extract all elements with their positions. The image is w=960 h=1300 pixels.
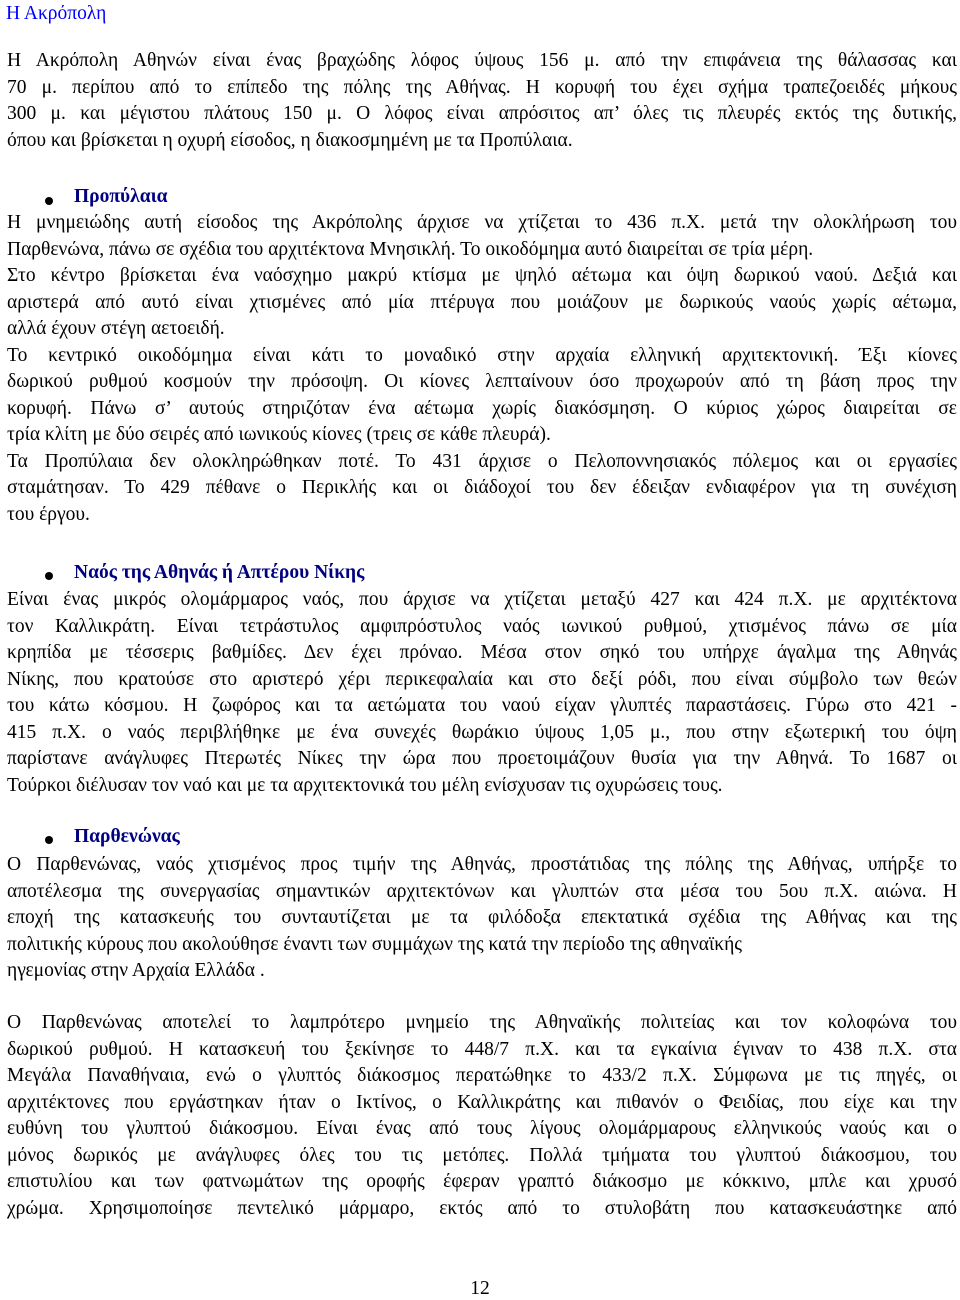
- text-line: ηγεμονίας στην Αρχαία Ελλάδα .: [7, 960, 265, 981]
- text-line: επιστυλίου και των φατνωμάτων της οροφής έφεραν γραπτό διάκοσμο με κόκκινο, μπλε και χρυσό: [7, 1171, 957, 1192]
- text-line: δωρικού ρυθμού. Η κατασκευή του ξεκίνησε το 448/7 π.Χ. και τα εγκαίνια έγιναν το 438 π.Χ. στα: [7, 1038, 957, 1060]
- text-line: μόνος δωρικός με ανάγλυφες όλες του τις μετόπες. Πολλά τμήματα του γλυπτού διάκοσμου, του: [7, 1144, 957, 1166]
- text-line: Η Ακρόπολη Αθηνών είναι ένας βραχώδης λόφος ύψους 156 μ. από την επιφάνεια της θάλασσας και: [7, 50, 957, 71]
- text-line: Νίκης, που κρατούσε στο αριστερό χέρι περικεφαλαία και στο δεξί ρόδι, που είναι σύμβολο των θεών: [7, 668, 957, 690]
- section-heading-parthenon: Παρθενώνας: [74, 826, 180, 847]
- text-line: κορυφή. Πάνω σ’ αυτούς στηριζόταν ένα αέτωμα χωρίς διακόσμηση. Ο κύριος χώρος διαιρείται σε: [7, 397, 957, 419]
- parthenon-paragraph-2: [7, 1010, 957, 1222]
- text-line: παρίστανε ανάγλυφες Πτερωτές Νίκες την ώρα που προετοιμάζουν θυσία για την Αθηνά. Το 1687 οι: [7, 748, 957, 769]
- bullet-icon: [45, 197, 53, 205]
- text-line: Τούρκοι διέλυσαν τον ναό και με τα αρχιτεκτονικά του μέλη ενίσχυσαν τις οχυρώσεις τους.: [7, 774, 723, 796]
- text-line: Η μνημειώδης αυτή είσοδος της Ακρόπολης άρχισε να χτίζεται το 436 π.Χ. μετά την ολοκλήρωση του: [7, 212, 957, 233]
- text-line: 415 π.Χ. ο ναός περιβλήθηκε με ένα συνεχές θωράκιο ύψους 1,05 μ., που στην εξωτερική του όψη: [7, 721, 957, 743]
- text-line: Ο Παρθενώνας, ναός χτισμένος προς τιμήν της Αθηνάς, προστάτιδας της πόλης της Αθήνας, υπήρξε το: [7, 854, 957, 875]
- text-line: αριστερά από αυτό είναι χτισμένες από μία πτέρυγα που μοιάζουν με δωρικούς ναούς χωρίς αέτωμα,: [7, 291, 957, 313]
- text-line: πολιτικής κύρους που ακολούθησε έναντι των συμμάχων της κατά την περίοδο της αθηναϊκής: [7, 933, 742, 955]
- text-line: 70 μ. περίπου από το επίπεδο της πόλης της Αθήνας. Η κορυφή του έχει σχήμα τραπεζοειδές μήκους: [7, 76, 957, 98]
- text-line: Ο Παρθενώνας αποτελεί το λαμπρότερο μνημείο της Αθηναϊκής πολιτείας και τον κολοφώνα του: [7, 1012, 957, 1033]
- text-line: εποχή της κατασκευής του συνταυτίζεται με τα φιλόδοξα επεκτατικά σχέδια της Αθήνας και της: [7, 907, 957, 928]
- text-line: αποτέλεσμα της συνεργασίας σημαντικών αρχιτεκτόνων και γλυπτών στα μέσα του 5ου π.Χ. αιώνα. Η: [7, 880, 957, 902]
- bullet-icon: [45, 836, 53, 844]
- section-heading-propylaia: Προπύλαια: [74, 186, 168, 207]
- propylaia-paragraph: [7, 210, 957, 528]
- page-title: Η Ακρόπολη: [6, 3, 107, 24]
- text-line: κρηπίδα με τέσσερις βαθμίδες. Δεν έχει πρόναο. Μέσα στον σηκό του υπήρχε άγαλμα της Αθηνάς: [7, 642, 957, 663]
- text-line: Το κεντρικό οικοδόμημα είναι κάτι το μοναδικό στην αρχαία ελληνική αρχιτεκτονική. Έξι κίονες: [7, 344, 957, 366]
- text-line: του κάτω κόσμου. Η ζωφόρος και τα αετώματα του ναού είχαν γλυπτές παραστάσεις. Γύρω στο 421 -: [7, 695, 957, 716]
- text-line: Στο κέντρο βρίσκεται ένα ναόσχημο μακρύ κτίσμα με ψηλό αέτωμα και όψη δωρικού ναού. Δεξιά και: [7, 265, 957, 286]
- section-heading-athena-nike: Ναός της Αθηνάς ή Απτέρου Νίκης: [74, 562, 365, 583]
- text-line: αλλά έχουν στέγη αετοειδή.: [7, 318, 225, 339]
- text-line: τον Καλλικράτη. Είναι τετράστυλος αμφιπρόστυλος ναός ιωνικού ρυθμού, χτισμένος πάνω σε μία: [7, 615, 957, 637]
- text-line: όπου και βρίσκεται η οχυρή είσοδος, η διακοσμημένη με τα Προπύλαια.: [7, 129, 573, 151]
- text-line: δωρικού ρυθμού κοσμούν την πρόσοψη. Οι κίονες λεπταίνουν όσο προχωρούν από τη βάση προς την: [7, 371, 957, 392]
- text-line: τρία κλίτη με δύο σειρές από ιωνικούς κίονες (τρεις σε κάθε πλευρά).: [7, 424, 551, 445]
- text-line: χρώμα. Χρησιμοποίησε πεντελικό μάρμαρο, εκτός από το στυλοβάτη που κατασκευάστηκε από: [7, 1197, 957, 1219]
- page-number: 12: [470, 1278, 490, 1299]
- text-line: σταμάτησαν. Το 429 πέθανε ο Περικλής και οι διάδοχοί του δεν έδειξαν ενδιαφέρον για τη συνέχιση: [7, 477, 957, 498]
- text-line: 300 μ. και μέγιστου πλάτους 150 μ. Ο λόφος είναι απρόσιτος απ’ όλες τις πλευρές εκτός της δυτικής,: [7, 103, 957, 124]
- parthenon-paragraph-1: [7, 852, 957, 985]
- text-line: Τα Προπύλαια δεν ολοκληρώθηκαν ποτέ. Το 431 άρχισε ο Πελοποννησιακός πόλεμος και οι εργασίες: [7, 450, 957, 472]
- text-line: ευθύνη του γλυπτού διάκοσμου. Είναι ένας από τους λίγους ολομάρμαρους ελληνικούς ναούς και ο: [7, 1118, 957, 1139]
- text-line: Παρθενώνα, πάνω σε σχέδια του αρχιτέκτονα Μνησικλή. Το οικοδόμημα αυτό διαιρείται σε τρία μέρη.: [7, 238, 814, 260]
- bullet-icon: [45, 572, 53, 580]
- text-line: του έργου.: [7, 503, 90, 525]
- text-line: Μεγάλα Παναθήναια, ενώ ο γλυπτός διάκοσμος περατώθηκε το 433/2 π.Χ. Σύμφωνα με τις πηγές, οι: [7, 1065, 957, 1086]
- text-line: Είναι ένας μικρός ολομάρμαρος ναός, που άρχισε να χτίζεται μεταξύ 427 και 424 π.Χ. με αρχιτέκτονα: [7, 589, 957, 610]
- athena-nike-paragraph: [7, 587, 957, 799]
- intro-paragraph: [7, 48, 957, 154]
- text-line: αρχιτέκτονες που εργάστηκαν ήταν ο Ικτίνος, ο Καλλικράτης και πιθανόν ο Φειδίας, που είχε και την: [7, 1091, 957, 1113]
